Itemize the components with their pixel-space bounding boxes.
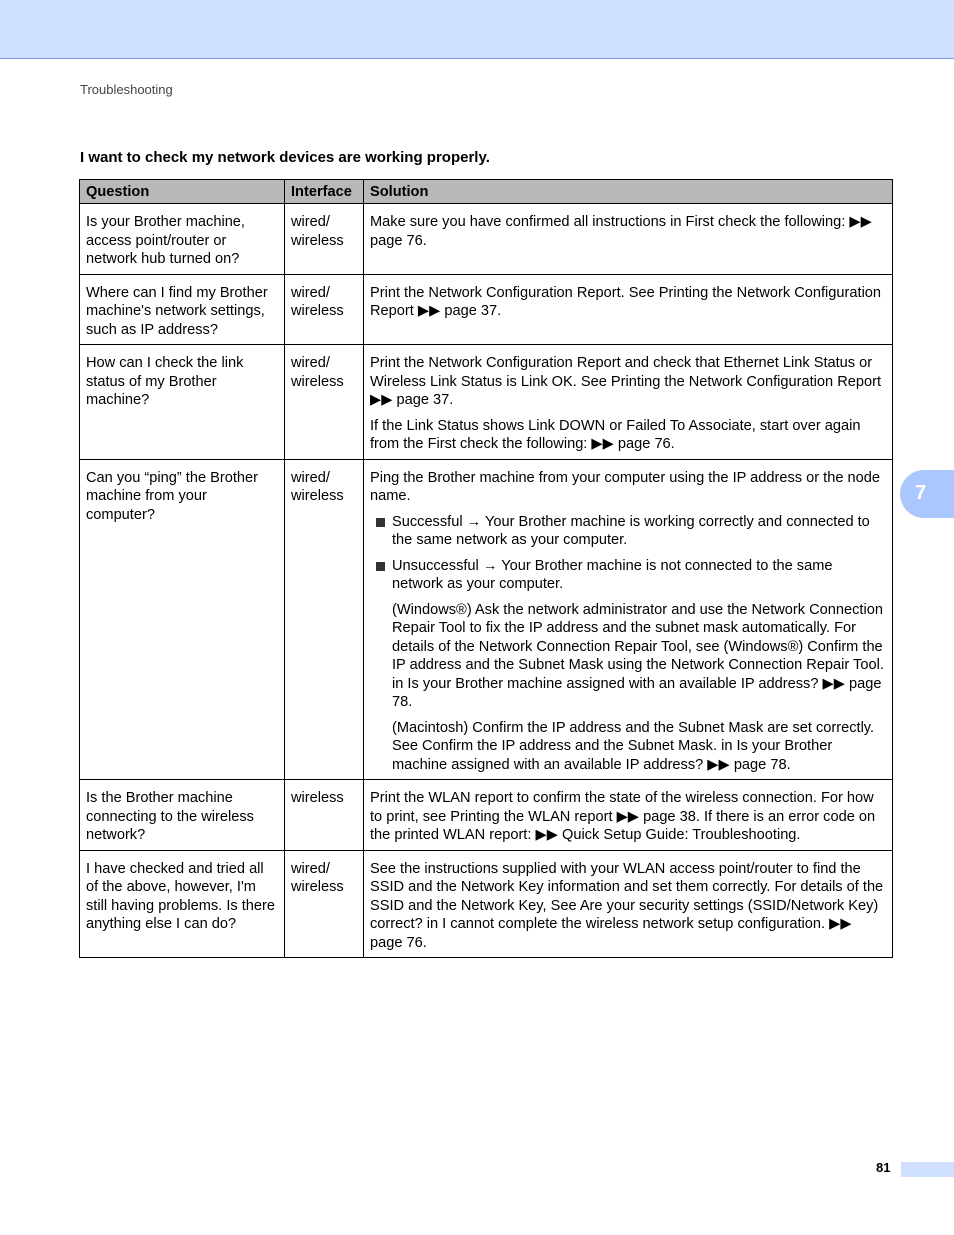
square-bullet-icon [376, 562, 385, 571]
chapter-tab [900, 470, 954, 518]
square-bullet-icon [376, 518, 385, 527]
table-row [80, 780, 893, 851]
column-header-solution: Solution [364, 180, 893, 204]
solution-cell [364, 345, 893, 460]
troubleshooting-table [79, 179, 893, 958]
solution-cell [364, 274, 893, 345]
interface-cell: wired/ wireless [285, 345, 364, 460]
table-row [80, 204, 893, 275]
question-cell: How can I check the link status of my Brother machine? [80, 345, 285, 460]
table-row [80, 459, 893, 780]
macintosh-note: (Macintosh) Confirm the IP address and the Subnet Mask are set correctly. See Confirm the IP address and the Subnet Mask. in Is your Brother machine assigned with an available IP address? ▶▶ page 78. [392, 719, 875, 773]
table-row [80, 850, 893, 958]
question-cell: Is the Brother machine connecting to the wireless network? [80, 780, 285, 851]
bullet-item [370, 513, 886, 550]
solution-text: Print the WLAN report to confirm the state of the wireless connection. For how to print, see Printing the WLAN report ▶▶ page 38. If there is an error code on the printed WLAN report: ▶▶ Quick Setup Guide: Troubleshooting. [370, 790, 876, 843]
running-header: Troubleshooting [80, 82, 173, 97]
column-header-interface: Interface [285, 180, 364, 204]
interface-cell: wired/ wireless [285, 850, 364, 958]
question-cell: Is your Brother machine, access point/router or network hub turned on? [80, 204, 285, 275]
solution-text: Ping the Brother machine from your computer using the IP address or the node name. [370, 469, 880, 504]
solution-text: Print the Network Configuration Report and check that Ethernet Link Status or Wireless Link Status is Link OK. See Printing the Network Configuration Report ▶▶ page 37. [370, 355, 882, 408]
table-row [80, 345, 893, 460]
interface-cell: wireless [285, 780, 364, 851]
table-header-row [80, 180, 893, 204]
solution-cell [364, 780, 893, 851]
solution-text: Make sure you have confirmed all instructions in First check the following: ▶▶ page 76. [370, 214, 872, 249]
question-cell: I have checked and tried all of the above, however, I'm still having problems. Is there anything else I can do? [80, 850, 285, 958]
interface-cell: wired/ wireless [285, 459, 364, 780]
solution-cell [364, 459, 893, 780]
solution-text: If the Link Status shows Link DOWN or Failed To Associate, start over again from the First check the following: ▶▶ page 76. [370, 417, 861, 452]
bullet-text: Unsuccessful → Your Brother machine is not connected to the same network as your computer. [392, 557, 833, 592]
solution-text: See the instructions supplied with your WLAN access point/router to find the SSID and the Network Key information and set them correctly. For details of the SSID and the Network Key, See Are your security settings (SSID/Network Key) correct? in I cannot complete the wireless network setup configuration. ▶▶ page 76. [370, 860, 884, 951]
column-header-question: Question [80, 180, 285, 204]
bullet-item [370, 557, 886, 594]
windows-note: (Windows®) Ask the network administrator and use the Network Connection Repair Tool to fix the IP address and the subnet mask automatically. For details of the Network Connection Repair Tool, see (Windows®) Confirm the IP address and the Subnet Mask using the Network Connection Repair Tool. in Is your Brother machine assigned with an available IP address? ▶▶ page 78. [392, 601, 884, 710]
chapter-number: 7 [915, 482, 927, 504]
interface-cell: wired/ wireless [285, 274, 364, 345]
question-cell: Can you “ping” the Brother machine from your computer? [80, 459, 285, 780]
bullet-text: Successful → Your Brother machine is working correctly and connected to the same network as your computer. [392, 513, 870, 548]
question-cell: Where can I find my Brother machine's network settings, such as IP address? [80, 274, 285, 345]
interface-cell: wired/ wireless [285, 204, 364, 275]
page-number: 81 [876, 1160, 891, 1175]
solution-cell [364, 204, 893, 275]
solution-text: Print the Network Configuration Report. See Printing the Network Configuration Report ▶▶ page 37. [370, 284, 882, 319]
header-band [0, 0, 954, 59]
table-row [80, 274, 893, 345]
section-heading: I want to check my network devices are working properly. [80, 149, 490, 166]
footer-bar [901, 1162, 954, 1177]
solution-cell [364, 850, 893, 958]
